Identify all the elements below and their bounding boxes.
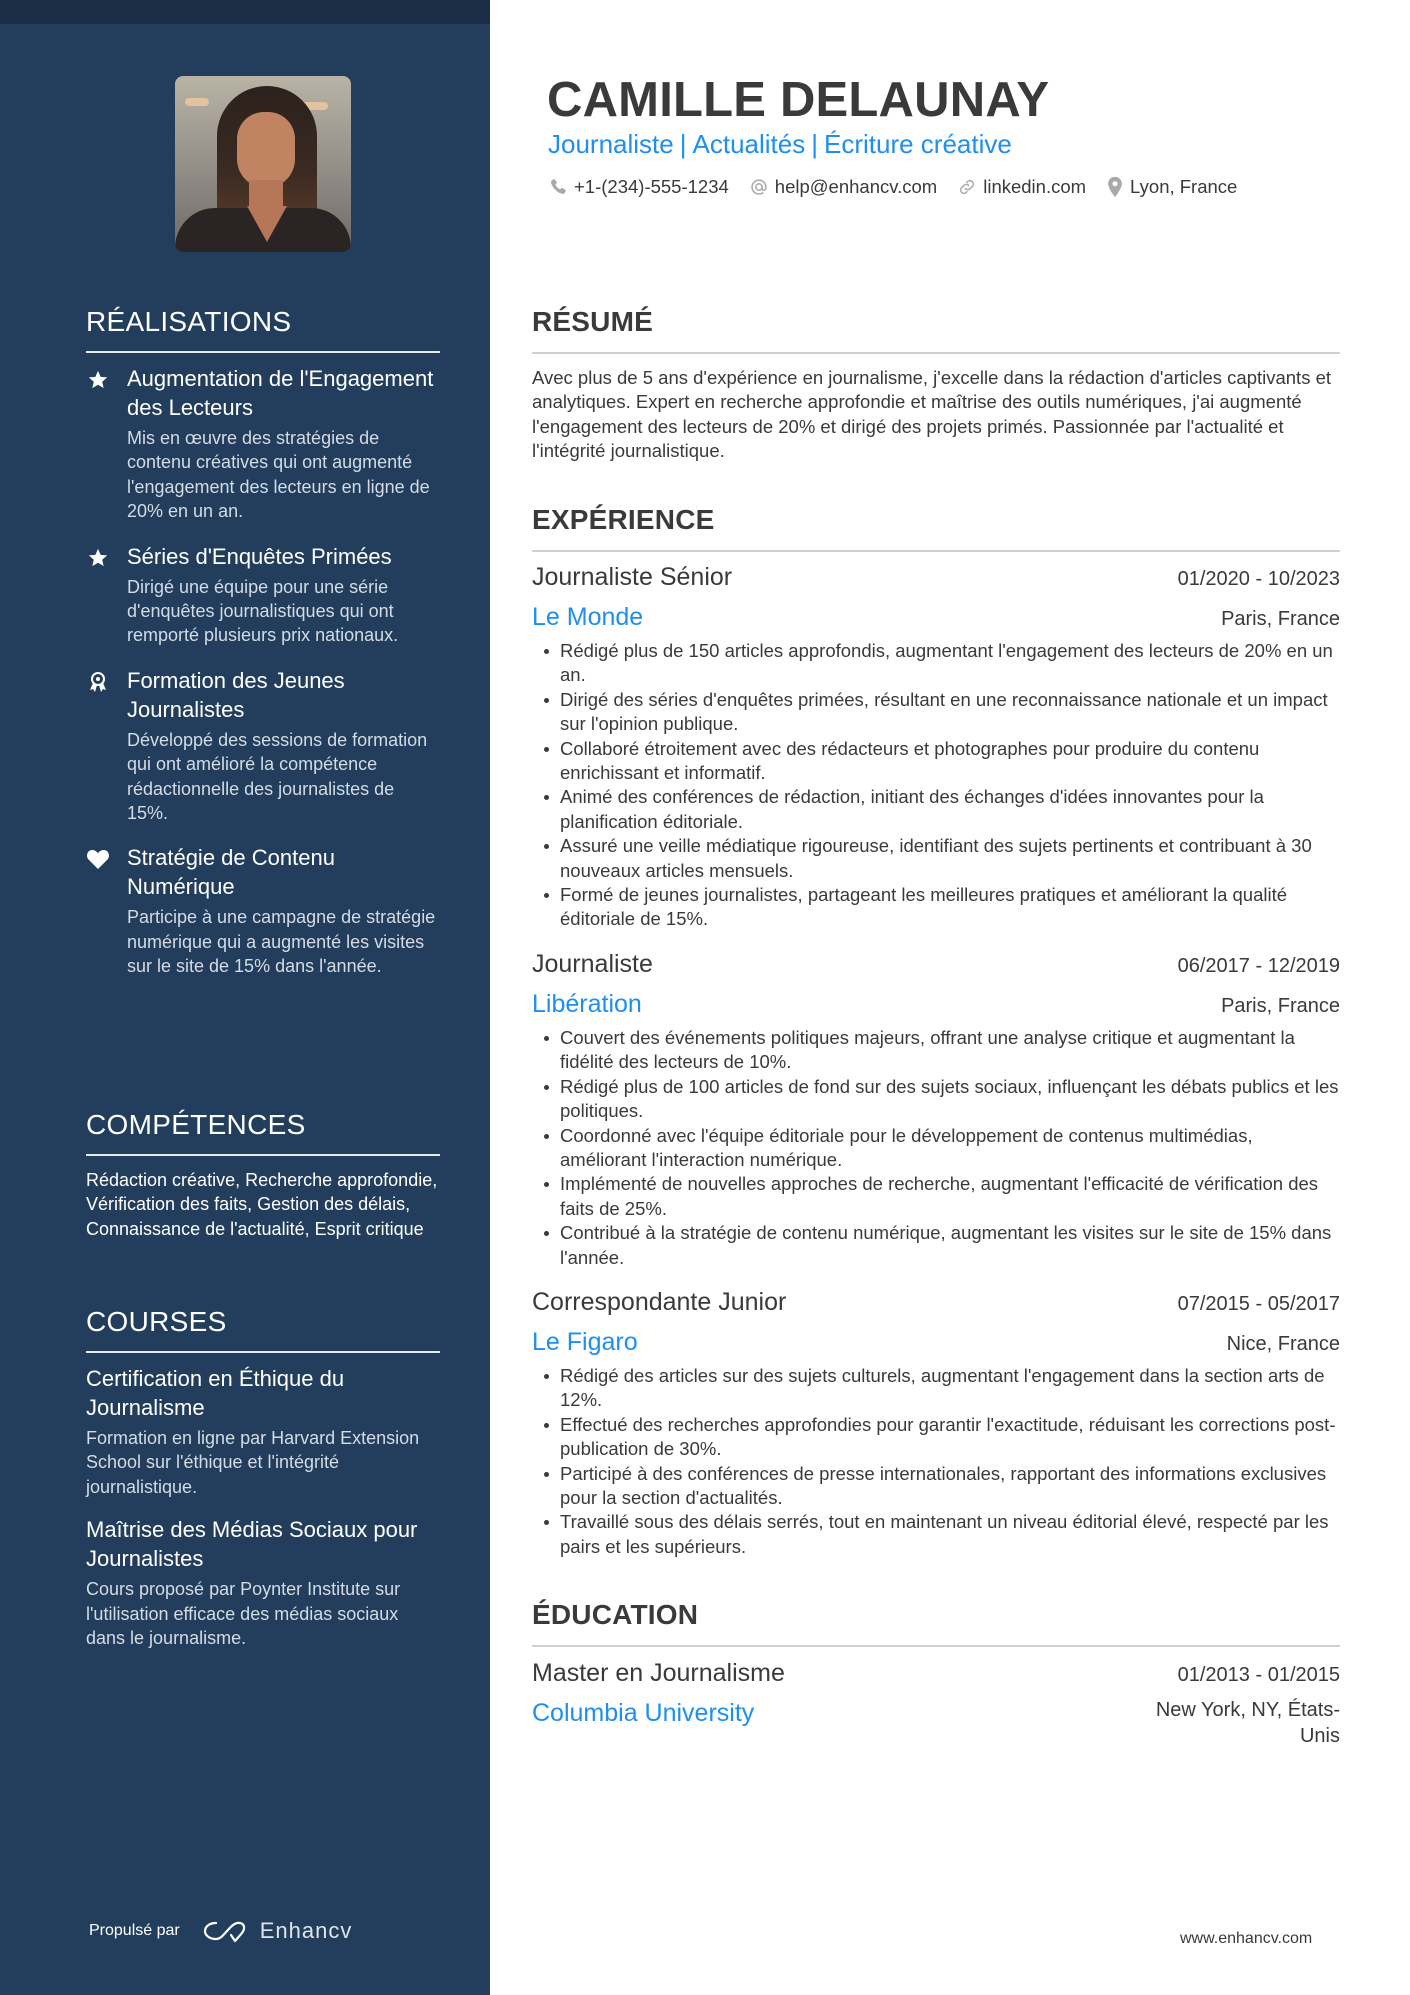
bullet-item: Animé des conférences de rédaction, initiant des échanges d'idées innovantes pour la planification éditoriale. <box>532 785 1340 834</box>
bullet-item: Travaillé sous des délais serrés, tout en maintenant un niveau éditorial élevé, respecté par les pairs et les supérieurs. <box>532 1510 1340 1559</box>
contact-email-text: help@enhancv.com <box>774 176 938 197</box>
experience-section <box>532 503 1340 552</box>
sidebar <box>0 0 490 1995</box>
footer-url[interactable]: www.enhancv.com <box>1180 1930 1313 1947</box>
headline <box>548 128 1012 160</box>
bullet-item: Assuré une veille médiatique rigoureuse, identifiant des sujets pertinents et contribuant à 30 nouveaux articles mensuels. <box>532 834 1340 883</box>
company-name: Le Figaro <box>532 1328 638 1356</box>
section-divider <box>532 1645 1340 1647</box>
job-dates: 07/2015 - 05/2017 <box>1177 1293 1340 1315</box>
summary-section <box>532 305 1340 464</box>
achievement-description: Dirigé une équipe pour une série d'enquêtes journalistiques qui ont remporté plusieurs prix nationaux. <box>127 576 399 646</box>
link-icon <box>957 177 977 197</box>
profile-photo <box>175 76 351 252</box>
bullet-item: Coordonné avec l'équipe éditoriale pour le développement de contenus multimédias, améliorant l'interaction numérique. <box>532 1124 1340 1173</box>
bullet-item: Implémenté de nouvelles approches de recherche, augmentant l'efficacité de vérification des faits de 25%. <box>532 1172 1340 1221</box>
achievement-item <box>86 666 440 826</box>
contact-linkedin[interactable] <box>957 176 1086 198</box>
sidebar-top-band <box>0 0 490 24</box>
skills-section <box>86 1108 440 1241</box>
at-icon <box>749 177 769 197</box>
achievement-title: Stratégie de Contenu Numérique <box>127 845 335 900</box>
courses-section <box>86 1305 440 1650</box>
company-name: Le Monde <box>532 603 644 631</box>
contact-location <box>1106 176 1237 198</box>
job-title: Journaliste <box>532 950 653 978</box>
headline-topic: Actualités <box>692 129 806 159</box>
education-section <box>532 1598 1340 1647</box>
bullet-item: Couvert des événements politiques majeurs, offrant une analyse critique et augmentant la fidélité des lecteurs de 10%. <box>532 1026 1340 1075</box>
course-description: Cours proposé par Poynter Institute sur l'utilisation efficace des médias sociaux dans le journalisme. <box>86 1579 401 1649</box>
job-title: Correspondante Junior <box>532 1288 787 1316</box>
section-divider <box>86 351 440 353</box>
job-dates: 01/2020 - 10/2023 <box>1177 568 1340 590</box>
headline-skill: Écriture créative <box>824 129 1012 159</box>
experience-entry <box>532 1286 1340 1559</box>
education-dates: 01/2013 - 01/2015 <box>1177 1664 1340 1686</box>
enhancv-infinity-icon <box>202 1918 248 1944</box>
job-bullets <box>532 639 1340 932</box>
contact-email[interactable] <box>749 176 937 198</box>
headline-separator: | <box>811 129 818 159</box>
achievements-section <box>86 305 440 979</box>
heart-icon <box>86 847 110 871</box>
bullet-item: Rédigé plus de 100 articles de fond sur des sujets sociaux, influençant les débats publics et les politiques. <box>532 1075 1340 1124</box>
section-divider <box>532 550 1340 552</box>
experience-entry <box>532 561 1340 932</box>
achievement-description: Développé des sessions de formation qui ont amélioré la compétence rédactionnelle des journalistes de 15%. <box>127 729 428 824</box>
contact-location-text: Lyon, France <box>1130 176 1238 197</box>
courses-heading: COURSES <box>86 1306 227 1337</box>
summary-heading: RÉSUMÉ <box>532 306 653 337</box>
summary-text: Avec plus de 5 ans d'expérience en journalisme, j'excelle dans la rédaction d'articles captivants et analytiques. Expert en recherche approfondie et maîtrise des outils numériques, j'ai augmenté l'engagement des lecteurs de 20% et dirigé des projets primés. Passionnée par l'actualité et l'intégrité journalistique. <box>532 367 1332 462</box>
award-ribbon-icon <box>86 670 110 694</box>
bullet-item: Rédigé plus de 150 articles approfondis, augmentant l'engagement des lecteurs de 20% en un an. <box>532 639 1340 688</box>
bullet-item: Collaboré étroitement avec des rédacteurs et photographes pour produire du contenu enrichissant et informatif. <box>532 737 1340 786</box>
skills-heading: COMPÉTENCES <box>86 1109 306 1140</box>
course-description: Formation en ligne par Harvard Extension School sur l'éthique et l'intégrité journalistique. <box>86 1428 420 1497</box>
achievement-title: Séries d'Enquêtes Primées <box>127 543 392 569</box>
achievement-description: Participe à une campagne de stratégie numérique qui a augmenté les visites sur le site de 15% dans l'année. <box>127 907 436 977</box>
achievement-description: Mis en œuvre des stratégies de contenu créatives qui ont augmenté l'engagement des lecteurs en ligne de 20% en un an. <box>127 428 430 522</box>
education-entry <box>532 1657 1340 1749</box>
job-location: Paris, France <box>1221 608 1340 630</box>
bullet-item: Dirigé des séries d'enquêtes primées, résultant en une reconnaissance nationale et un impact sur l'opinion publique. <box>532 688 1340 737</box>
school-name: Columbia University <box>532 1699 755 1727</box>
candidate-name: CAMILLE DELAUNAY <box>547 73 1050 127</box>
experience-heading: EXPÉRIENCE <box>532 504 715 535</box>
achievement-item <box>86 364 440 524</box>
bullet-item: Participé à des conférences de presse internationales, rapportant des informations exclusives pour la section d'actualités. <box>532 1462 1340 1511</box>
achievement-item <box>86 843 440 978</box>
job-bullets <box>532 1026 1340 1270</box>
experience-entry <box>532 948 1340 1270</box>
section-divider <box>86 1154 440 1156</box>
company-name: Libération <box>532 990 642 1018</box>
enhancv-wordmark: Enhancv <box>259 1918 353 1943</box>
job-dates: 06/2017 - 12/2019 <box>1177 955 1340 977</box>
headline-role: Journaliste <box>548 129 674 159</box>
star-icon <box>86 368 110 392</box>
location-pin-icon <box>1106 176 1124 198</box>
job-location: Paris, France <box>1221 995 1340 1017</box>
contact-phone-text: +1-(234)-555-1234 <box>574 176 729 197</box>
powered-by-label: Propulsé par <box>89 1922 180 1939</box>
bullet-item: Rédigé des articles sur des sujets culturels, augmentant l'engagement dans la section arts de 12%. <box>532 1364 1340 1413</box>
achievements-heading: RÉALISATIONS <box>86 306 292 337</box>
skills-list: Rédaction créative, Recherche approfondie, Vérification des faits, Gestion des délais, Connaissance de l'actualité, Esprit critique <box>86 1170 438 1239</box>
course-item <box>86 1515 440 1650</box>
course-title: Certification en Éthique du Journalisme <box>86 1366 345 1420</box>
phone-icon <box>548 177 568 197</box>
achievement-title: Formation des Jeunes Journalistes <box>127 667 345 722</box>
contact-info <box>548 176 1237 198</box>
contact-linkedin-text: linkedin.com <box>983 176 1087 197</box>
education-heading: ÉDUCATION <box>532 1599 699 1630</box>
degree-title: Master en Journalisme <box>532 1659 785 1687</box>
achievement-title: Augmentation de l'Engagement des Lecteurs <box>127 366 434 420</box>
headline-separator: | <box>679 129 687 159</box>
enhancv-logo[interactable] <box>202 1918 353 1944</box>
section-divider <box>532 352 1340 354</box>
bullet-item: Formé de jeunes journalistes, partageant les meilleures pratiques et améliorant la qualité éditoriale de 15%. <box>532 883 1340 932</box>
job-title: Journaliste Sénior <box>532 563 733 591</box>
photo-face <box>237 112 295 188</box>
star-icon <box>86 546 110 570</box>
bullet-item: Effectué des recherches approfondies pour garantir l'exactitude, réduisant les corrections post-publication de 30%. <box>532 1413 1340 1462</box>
powered-by <box>89 1918 352 1944</box>
job-bullets <box>532 1364 1340 1559</box>
photo-background-light <box>185 98 209 106</box>
bullet-item: Contribué à la stratégie de contenu numérique, augmentant les visites sur le site de 15% dans l'année. <box>532 1221 1340 1270</box>
job-location: Nice, France <box>1226 1333 1340 1355</box>
course-title: Maîtrise des Médias Sociaux pour Journalistes <box>86 1517 418 1572</box>
photo-neckline <box>247 206 287 242</box>
education-location: New York, NY, États-Unis <box>1155 1699 1340 1747</box>
course-item <box>86 1364 440 1499</box>
achievement-item <box>86 542 440 648</box>
section-divider <box>86 1351 440 1353</box>
contact-phone[interactable] <box>548 176 729 198</box>
